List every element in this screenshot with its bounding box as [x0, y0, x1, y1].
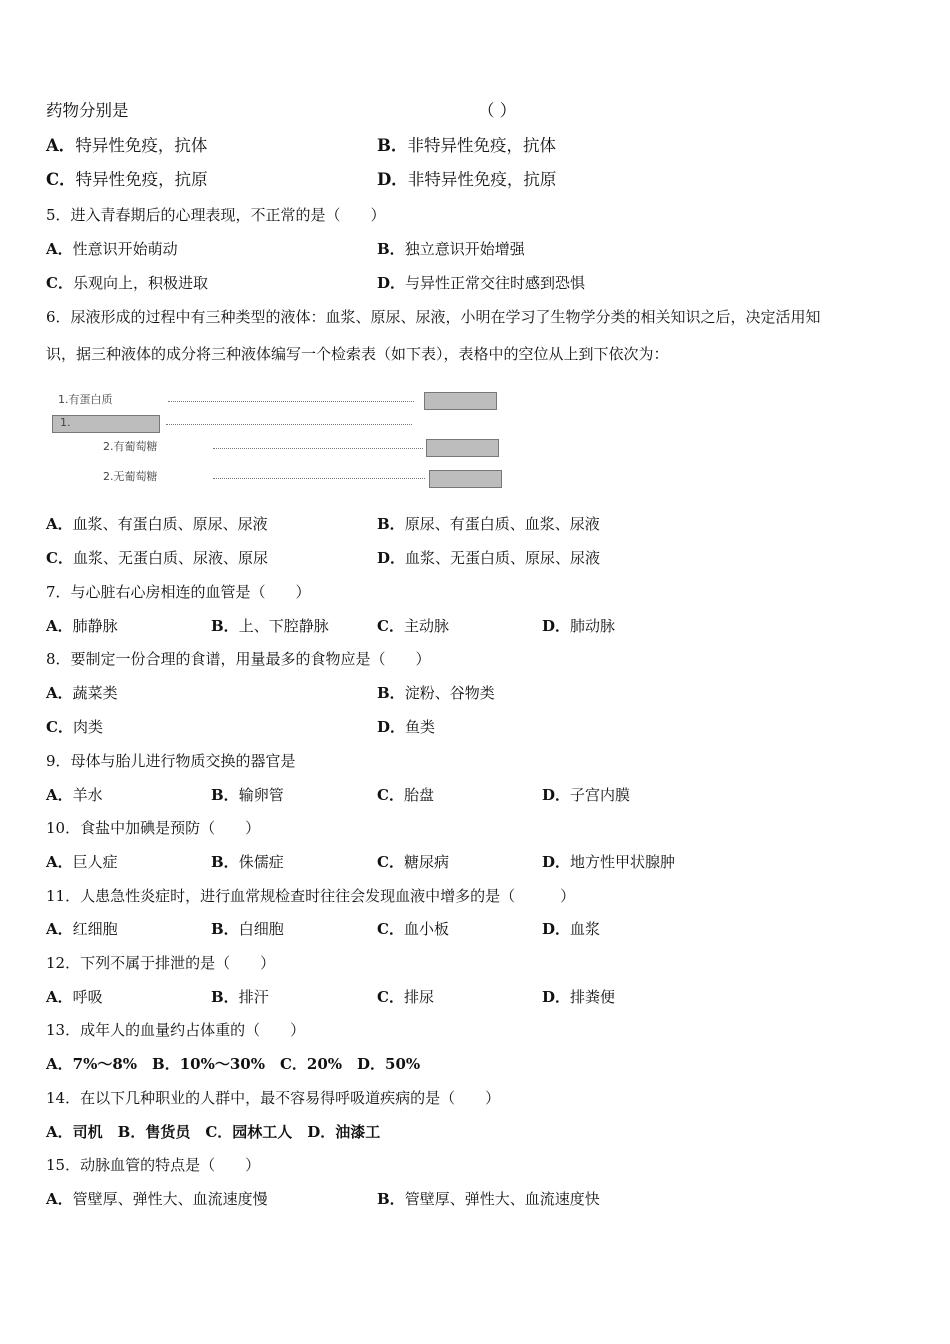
- q12-option-a[interactable]: A．呼吸: [46, 988, 103, 1006]
- q4-option-a[interactable]: A．特异性免疫，抗体: [46, 136, 208, 155]
- q8-option-a[interactable]: A．蔬菜类: [46, 684, 118, 702]
- q12-stem: 12．下列不属于排泄的是（ ）: [46, 954, 276, 972]
- q7-option-b[interactable]: B．上、下腔静脉: [211, 617, 329, 635]
- key-row1-label: 1.有蛋白质: [58, 393, 113, 406]
- q9-stem: 9．母体与胎儿进行物质交换的器官是: [46, 752, 296, 770]
- q12-option-d[interactable]: D．排粪便: [542, 988, 616, 1006]
- q4-paren: （ ）: [478, 101, 517, 120]
- key-row2-dots: [166, 424, 412, 425]
- key-row4-label: 2.无葡萄糖: [103, 470, 158, 483]
- q6-option-a[interactable]: A．血浆、有蛋白质、原尿、尿液: [46, 515, 268, 533]
- q7-stem: 7．与心脏右心房相连的血管是（ ）: [46, 583, 311, 601]
- q11-option-a[interactable]: A．红细胞: [46, 920, 118, 938]
- key-row2-label: 1.: [60, 416, 71, 429]
- q10-option-d[interactable]: D．地方性甲状腺肿: [542, 853, 676, 871]
- q5-stem: 5．进入青春期后的心理表现，不正常的是（ ）: [46, 206, 386, 224]
- q5-option-d[interactable]: D．与异性正常交往时感到恐惧: [377, 274, 586, 292]
- q6-stem-line1: 6．尿液形成的过程中有三种类型的液体：血浆、原尿、尿液，小明在学习了生物学分类的相关知识之后，决定活用知: [46, 308, 821, 326]
- q8-stem: 8．要制定一份合理的食谱，用量最多的食物应是（ ）: [46, 650, 431, 668]
- key-row4-dots: [213, 478, 425, 479]
- q7-option-c[interactable]: C．主动脉: [377, 617, 449, 635]
- key-row3-blank: [426, 439, 499, 457]
- q9-option-b[interactable]: B．输卵管: [211, 786, 284, 804]
- q9-option-c[interactable]: C．胎盘: [377, 786, 434, 804]
- q15-stem: 15．动脉血管的特点是（ ）: [46, 1156, 261, 1174]
- q4-text: 药物分别是: [46, 101, 129, 120]
- key-row4-blank: [429, 470, 502, 488]
- q8-option-c[interactable]: C．肉类: [46, 718, 103, 736]
- q11-option-c[interactable]: C．血小板: [377, 920, 449, 938]
- q10-option-c[interactable]: C．糖尿病: [377, 853, 449, 871]
- q12-option-b[interactable]: B．排汗: [211, 988, 269, 1006]
- q4-option-b[interactable]: B．非特异性免疫，抗体: [377, 136, 556, 155]
- q11-stem: 11．人患急性炎症时，进行血常规检查时往往会发现血液中增多的是（ ）: [46, 887, 576, 905]
- q15-option-a[interactable]: A．管壁厚、弹性大、血流速度慢: [46, 1190, 268, 1208]
- q13-options[interactable]: A．7%～8% B．10%～30% C．20% D．50%: [46, 1055, 421, 1073]
- q14-options[interactable]: A．司机 B．售货员 C．园林工人 D．油漆工: [46, 1123, 381, 1141]
- q6-option-d[interactable]: D．血浆、无蛋白质、原尿、尿液: [377, 549, 601, 567]
- q11-option-d[interactable]: D．血浆: [542, 920, 601, 938]
- q5-option-c[interactable]: C．乐观向上，积极进取: [46, 274, 208, 292]
- q11-option-b[interactable]: B．白细胞: [211, 920, 284, 938]
- q6-stem-line2: 识，据三种液体的成分将三种液体编写一个检索表（如下表），表格中的空位从上到下依次为：: [46, 345, 669, 363]
- q4-stem-tail: [46, 101, 517, 121]
- q5-option-b[interactable]: B．独立意识开始增强: [377, 240, 525, 258]
- key-row1-blank: [424, 392, 497, 410]
- q12-option-c[interactable]: C．排尿: [377, 988, 434, 1006]
- q10-option-b[interactable]: B．侏儒症: [211, 853, 284, 871]
- key-row1-dots: [168, 401, 414, 402]
- q10-option-a[interactable]: A．巨人症: [46, 853, 118, 871]
- q15-option-b[interactable]: B．管壁厚、弹性大、血流速度快: [377, 1190, 600, 1208]
- q13-stem: 13．成年人的血量约占体重的（ ）: [46, 1021, 306, 1039]
- q9-option-d[interactable]: D．子宫内膜: [542, 786, 631, 804]
- key-row3-dots: [213, 448, 423, 449]
- q7-option-a[interactable]: A．肺静脉: [46, 617, 118, 635]
- q8-option-d[interactable]: D．鱼类: [377, 718, 436, 736]
- q5-option-a[interactable]: A．性意识开始萌动: [46, 240, 178, 258]
- q7-option-d[interactable]: D．肺动脉: [542, 617, 616, 635]
- q4-option-d[interactable]: D．非特异性免疫，抗原: [377, 170, 557, 189]
- q4-option-c[interactable]: C．特异性免疫，抗原: [46, 170, 208, 189]
- q10-stem: 10．食盐中加碘是预防（ ）: [46, 819, 261, 837]
- q9-option-a[interactable]: A．羊水: [46, 786, 103, 804]
- q8-option-b[interactable]: B．淀粉、谷物类: [377, 684, 495, 702]
- q6-option-c[interactable]: C．血浆、无蛋白质、尿液、原尿: [46, 549, 268, 567]
- q6-option-b[interactable]: B．原尿、有蛋白质、血浆、尿液: [377, 515, 600, 533]
- key-row3-label: 2.有葡萄糖: [103, 440, 158, 453]
- q14-stem: 14．在以下几种职业的人群中，最不容易得呼吸道疾病的是（ ）: [46, 1089, 501, 1107]
